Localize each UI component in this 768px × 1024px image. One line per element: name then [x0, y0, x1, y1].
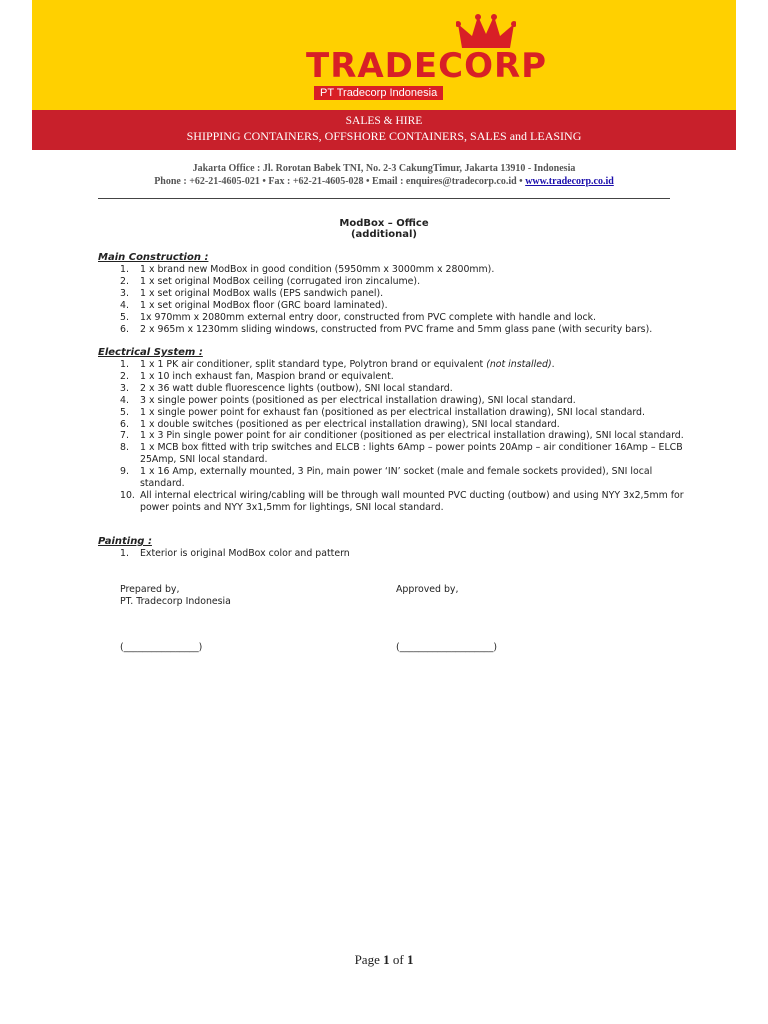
total-pages: 1 — [406, 952, 414, 967]
contact-line — [0, 176, 768, 187]
approved-by-label: Approved by, — [396, 584, 459, 595]
list-item: 1. 1 x brand new ModBox in good condition (5950mm x 3000mm x 2800mm). — [120, 264, 495, 275]
phone-fax-email: Phone : +62-21-4605-021 • Fax : +62-21-4605-028 • Email : enquires@tradecorp.co.id • — [154, 176, 526, 187]
document-subtitle: (additional) — [350, 229, 417, 240]
current-page: 1 — [383, 952, 390, 967]
list-item: 2. 1 x set original ModBox ceiling (corrugated iron zincalume). — [120, 275, 421, 287]
list-item: 9. 1 x 16 Amp, externally mounted, 3 Pin, main power ‘IN’ socket (male and female sockets provided), SNI local standard. — [120, 466, 653, 490]
banner-line-2: SHIPPING CONTAINERS, OFFSHORE CONTAINERS, SALES and LEASING — [186, 129, 582, 143]
prepared-signature-line: (________________) — [120, 642, 203, 653]
electrical-system-list — [98, 359, 688, 514]
logo-wordmark: TRADECORP — [306, 46, 548, 86]
prepared-by-company: PT. Tradecorp Indonesia — [120, 596, 231, 607]
list-item: 3. 1 x set original ModBox walls (EPS sandwich panel). — [120, 287, 384, 299]
prepared-by-label: Prepared by, — [120, 584, 180, 595]
painting-list — [98, 548, 688, 560]
list-item: 6. 1 x double switches (positioned as per electrical installation drawing), SNI local standard. — [120, 418, 560, 430]
website-link[interactable]: www.tradecorp.co.id — [525, 176, 614, 187]
list-item: 1. Exterior is original ModBox color and pattern — [120, 548, 350, 559]
page-number: Page 1 of 1 — [354, 952, 414, 967]
main-construction-list — [98, 264, 698, 335]
electrical-system-heading: Electrical System : — [98, 347, 203, 358]
header-divider — [98, 198, 670, 199]
list-item: 5. 1 x single power point for exhaust fan (positioned as per electrical installation drawing), SNI local standard. — [120, 406, 645, 418]
list-item: 1. 1 x 1 PK air conditioner, split standard type, Polytron brand or equivalent (not installed). — [120, 359, 555, 370]
tradecorp-logo — [306, 14, 548, 104]
header-banner — [32, 0, 736, 110]
list-item: 8. 1 x MCB box fitted with trip switches and ELCB : lights 6Amp – power points 20Amp – air conditioner 16Amp – ELCB 25Amp, SNI local standard. — [120, 442, 683, 466]
approved-signature-line: (____________________) — [396, 642, 498, 653]
list-item: 4. 3 x single power points (positioned as per electrical installation drawing), SNI local standard. — [120, 394, 576, 406]
list-item: 4. 1 x set original ModBox floor (GRC board laminated). — [120, 299, 388, 311]
list-item: 6. 2 x 965m x 1230mm sliding windows, constructed from PVC frame and 5mm glass pane (with security bars). — [120, 323, 653, 335]
list-item: 3. 2 x 36 watt duble fluorescence lights (outbow), SNI local standard. — [120, 382, 453, 394]
services-banner — [32, 110, 736, 150]
not-installed-note: (not installed) — [486, 359, 552, 370]
office-address: Jakarta Office : Jl. Rorotan Babek TNI, No. 2-3 CakungTimur, Jakarta 13910 - Indonesia — [192, 163, 576, 174]
logo-subtitle: PT Tradecorp Indonesia — [314, 86, 443, 100]
list-item: 10. All internal electrical wiring/cabling will be through wall mounted PVC ducting (outbow) and using NYY 3x2,5mm for power points and NYY 3x1,5mm for lightings, SNI local standard. — [120, 489, 684, 513]
list-item: 5. 1x 970mm x 2080mm external entry door, constructed from PVC complete with handle and lock. — [120, 311, 597, 323]
list-item: 2. 1 x 10 inch exhaust fan, Maspion brand or equivalent. — [120, 370, 394, 382]
list-item: 7. 1 x 3 Pin single power point for air conditioner (positioned as per electrical installation drawing), SNI local standard. — [120, 430, 684, 442]
painting-heading: Painting : — [98, 536, 152, 547]
main-construction-heading: Main Construction : — [98, 252, 209, 263]
banner-line-1: SALES & HIRE — [345, 115, 423, 127]
document-title: ModBox – Office — [339, 218, 429, 229]
